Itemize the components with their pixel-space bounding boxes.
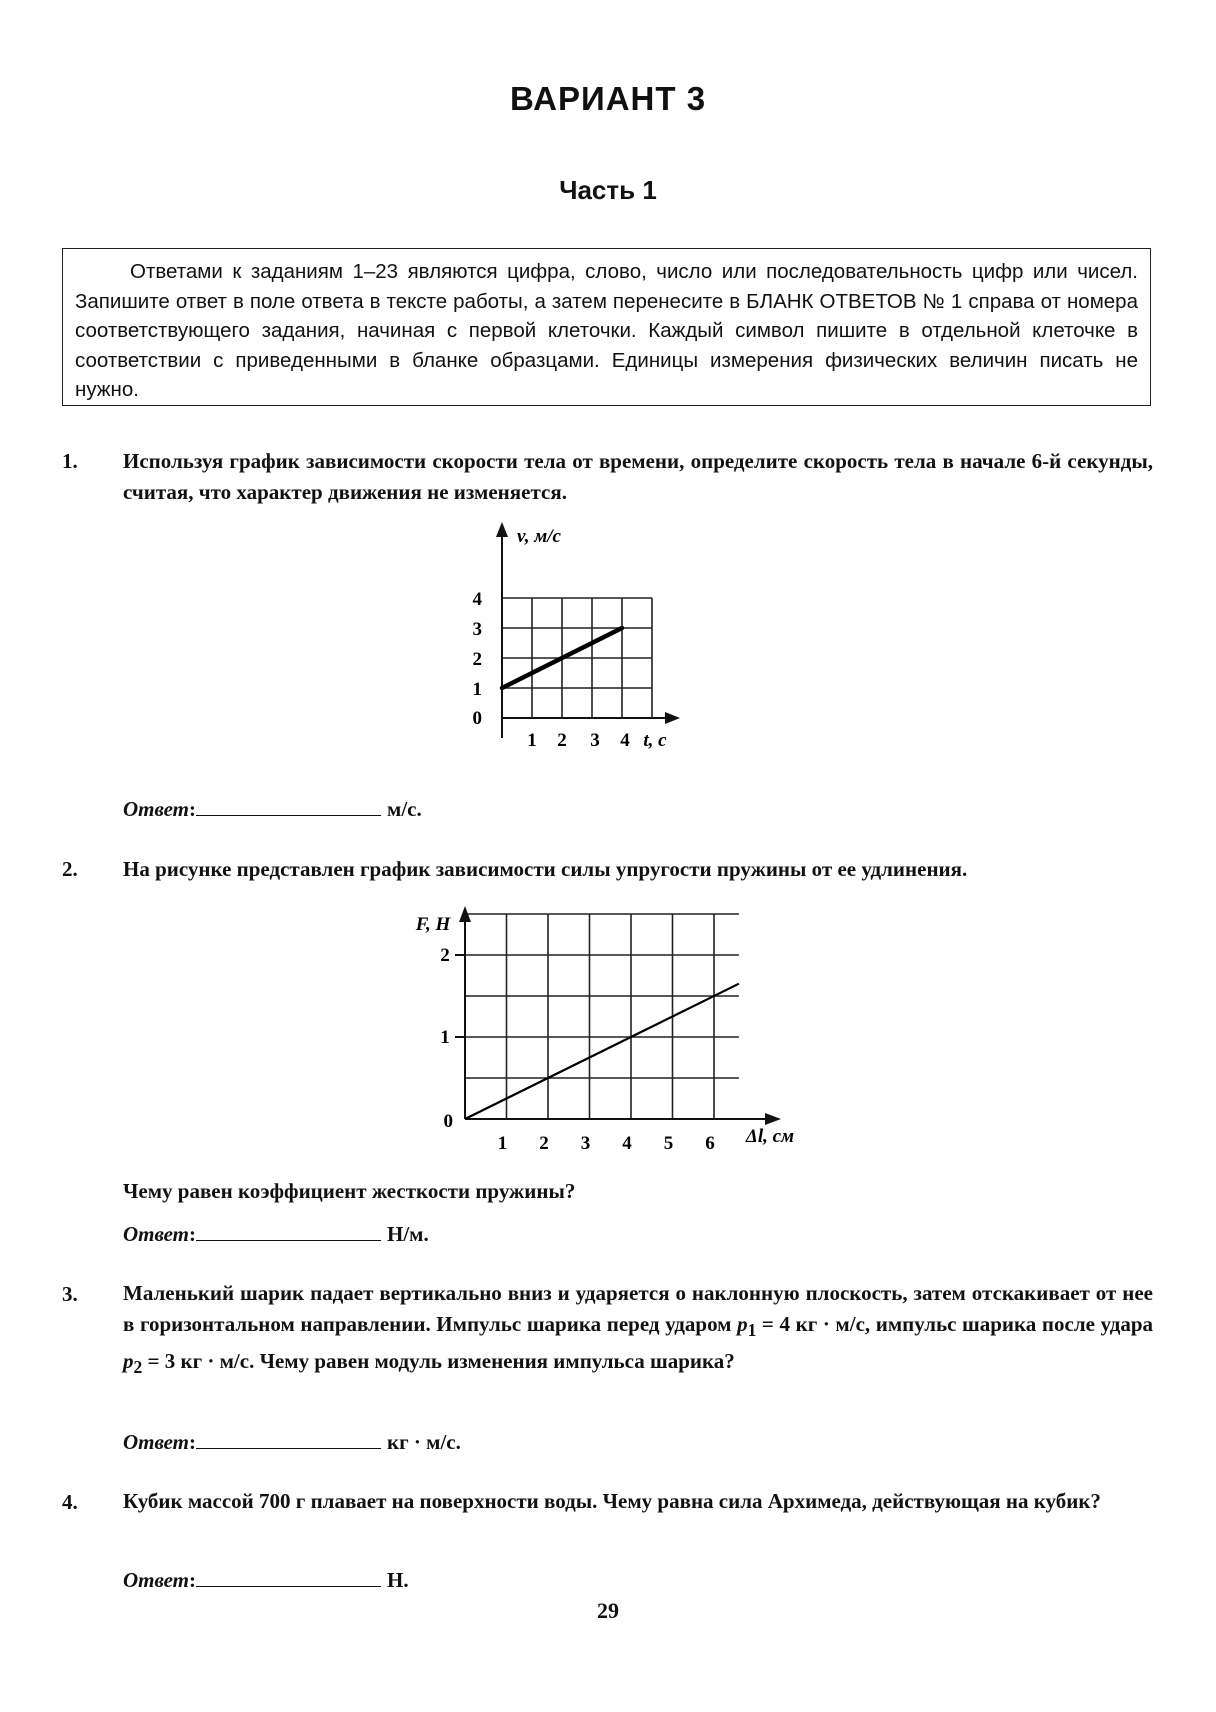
- answer-unit: Н.: [387, 1568, 409, 1592]
- y-tick-label: 1: [472, 679, 482, 700]
- x-axis-arrow: [765, 1113, 781, 1125]
- question-2-subtext: Чему равен коэффициент жесткости пружины?: [123, 1179, 576, 1203]
- origin-label: 0: [472, 708, 482, 729]
- answer-unit: Н/м.: [387, 1222, 429, 1246]
- question-4-text: Кубик массой 700 г плавает на поверхности воды. Чему равна сила Архимеда, действующая на кубик?: [123, 1489, 1101, 1513]
- x-tick-label: 1: [497, 1133, 508, 1154]
- answer-field[interactable]: [196, 1432, 381, 1449]
- answer-unit: м/с.: [387, 797, 422, 821]
- velocity-time-chart: [440, 520, 720, 760]
- answer-unit: кг · м/с.: [387, 1430, 461, 1454]
- y-tick-label: 4: [472, 589, 482, 610]
- y-axis-arrow: [496, 522, 508, 537]
- x-axis-label: t, с: [643, 730, 667, 751]
- y-tick-label: 2: [440, 945, 450, 966]
- answer-field[interactable]: [196, 1224, 381, 1241]
- answer-label: Ответ: [123, 1568, 190, 1592]
- answer-label: Ответ: [123, 1430, 190, 1454]
- x-tick-label: 1: [527, 730, 537, 751]
- x-tick-label: 4: [622, 1133, 632, 1154]
- question-1-text: Используя график зависимости скорости тела от времени, определите скорость тела в начале 6-й секунды, считая, что характер движения не изменяется.: [123, 449, 1153, 504]
- question-2-number: 2.: [62, 857, 78, 881]
- y-tick-label: 1: [440, 1027, 450, 1048]
- instructions-text: Ответами к заданиям 1–23 являются цифра, слово, число или последовательность цифр или чисел. Запишите ответ в поле ответа в тексте работы, а затем перенесите в БЛАНК ОТВЕТОВ № 1 справа от номера соответствующего задания, начиная с первой клеточки. Каждый символ пишите в отдельной клеточке в соответствии с приведенными в бланке образцами. Единицы измерения физических величин писать не нужно.: [75, 260, 1138, 401]
- y-axis-label: v, м/с: [517, 526, 561, 547]
- question-1-number: 1.: [62, 449, 78, 473]
- part-title: Часть 1: [559, 175, 657, 205]
- question-3-number: 3.: [62, 1282, 78, 1306]
- x-tick-label: 2: [539, 1133, 549, 1154]
- variant-title: ВАРИАНТ 3: [509, 80, 707, 117]
- y-tick-label: 3: [472, 619, 482, 640]
- question-2-text: На рисунке представлен график зависимости силы упругости пружины от ее удлинения.: [123, 857, 968, 881]
- x-tick-label: 4: [620, 730, 630, 751]
- answer-field[interactable]: [196, 1570, 381, 1587]
- x-tick-label: 3: [580, 1133, 591, 1154]
- question-3-answer: Ответ: кг · м/с.: [123, 1430, 461, 1454]
- question-4-answer: Ответ: Н.: [123, 1568, 409, 1592]
- instructions-box: [62, 248, 1151, 406]
- question-4-number: 4.: [62, 1490, 78, 1514]
- y-tick-label: 2: [472, 649, 482, 670]
- x-tick-label: 6: [705, 1133, 715, 1154]
- question-1-answer: Ответ: м/с.: [123, 797, 422, 821]
- x-tick-label: 2: [557, 730, 567, 751]
- x-axis-arrow: [665, 712, 680, 724]
- answer-label: Ответ: [123, 1222, 190, 1246]
- x-tick-label: 5: [663, 1133, 674, 1154]
- y-axis-label: F, Н: [415, 914, 451, 935]
- answer-label: Ответ: [123, 797, 190, 821]
- question-2-answer: Ответ: Н/м.: [123, 1222, 429, 1246]
- page-number: 29: [597, 1598, 619, 1623]
- force-extension-chart: [395, 900, 815, 1165]
- x-tick-label: 3: [590, 730, 600, 751]
- question-3-text: Маленький шарик падает вертикально вниз и ударяется о наклонную плоскость, затем отскакивает от нее в горизонтальном направлении. Импульс шарика перед ударом $p_1 = 4$ кг · м/с, импульс шарика после удара $p_2 = 3$ кг · м/с. Чему равен модуль изменения импульса шарика?: [123, 1281, 1154, 1378]
- x-axis-label: Δl, см: [745, 1126, 795, 1147]
- answer-field[interactable]: [196, 799, 381, 816]
- origin-label: 0: [443, 1111, 453, 1132]
